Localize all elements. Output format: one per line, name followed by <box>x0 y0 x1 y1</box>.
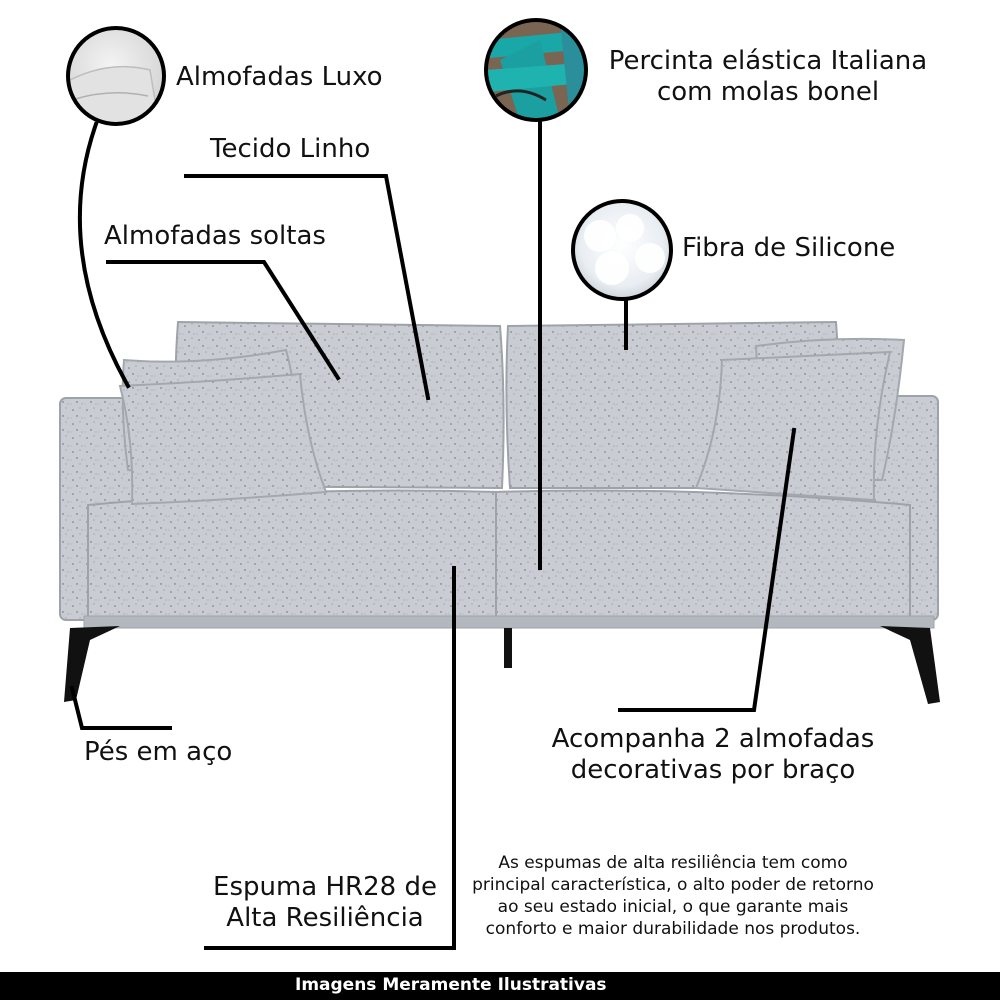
footer-text: Imagens Meramente Ilustrativas <box>295 975 607 995</box>
label-percinta-line2: com molas bonel <box>656 77 880 108</box>
pillow-left-front <box>120 374 326 504</box>
label-fibra-silicone: Fibra de Silicone <box>682 233 896 263</box>
label-acompanha-line1: Acompanha 2 almofadas <box>551 724 875 754</box>
label-tecido-linho: Tecido Linho <box>210 134 371 164</box>
label-espuma-line1: Espuma HR28 de <box>213 872 437 902</box>
seat-cushion-left <box>88 491 498 618</box>
note-line3: ao seu estado inicial, o que garante mais <box>497 897 849 918</box>
espuma-description <box>458 852 888 940</box>
note-line4: conforto e maior durabilidade nos produtos. <box>485 919 861 940</box>
label-percinta <box>598 46 938 108</box>
leg-right <box>880 626 940 704</box>
label-acompanha-line2: decorativas por braço <box>570 755 856 786</box>
sofa <box>60 322 940 704</box>
leg-center <box>504 628 512 668</box>
note-line2: principal característica, o alto poder de retorno <box>472 875 874 896</box>
label-espuma-line2: Alta Resiliência <box>226 903 424 934</box>
label-espuma <box>200 872 450 934</box>
footer-banner <box>0 972 1000 1000</box>
detail-circle-fibra <box>573 201 671 299</box>
detail-circle-almofadas-luxo <box>68 28 164 130</box>
sofa-base <box>84 616 934 628</box>
label-pes-aco: Pés em aço <box>84 737 233 767</box>
label-almofadas-soltas: Almofadas soltas <box>104 221 326 251</box>
pillow-right-front <box>696 352 890 500</box>
label-acompanha <box>528 724 898 786</box>
label-almofadas-luxo: Almofadas Luxo <box>176 62 383 92</box>
seat-cushion-right <box>496 491 910 618</box>
label-percinta-line1: Percinta elástica Italiana <box>608 46 928 76</box>
note-line1: As espumas de alta resiliência tem como <box>498 853 848 873</box>
